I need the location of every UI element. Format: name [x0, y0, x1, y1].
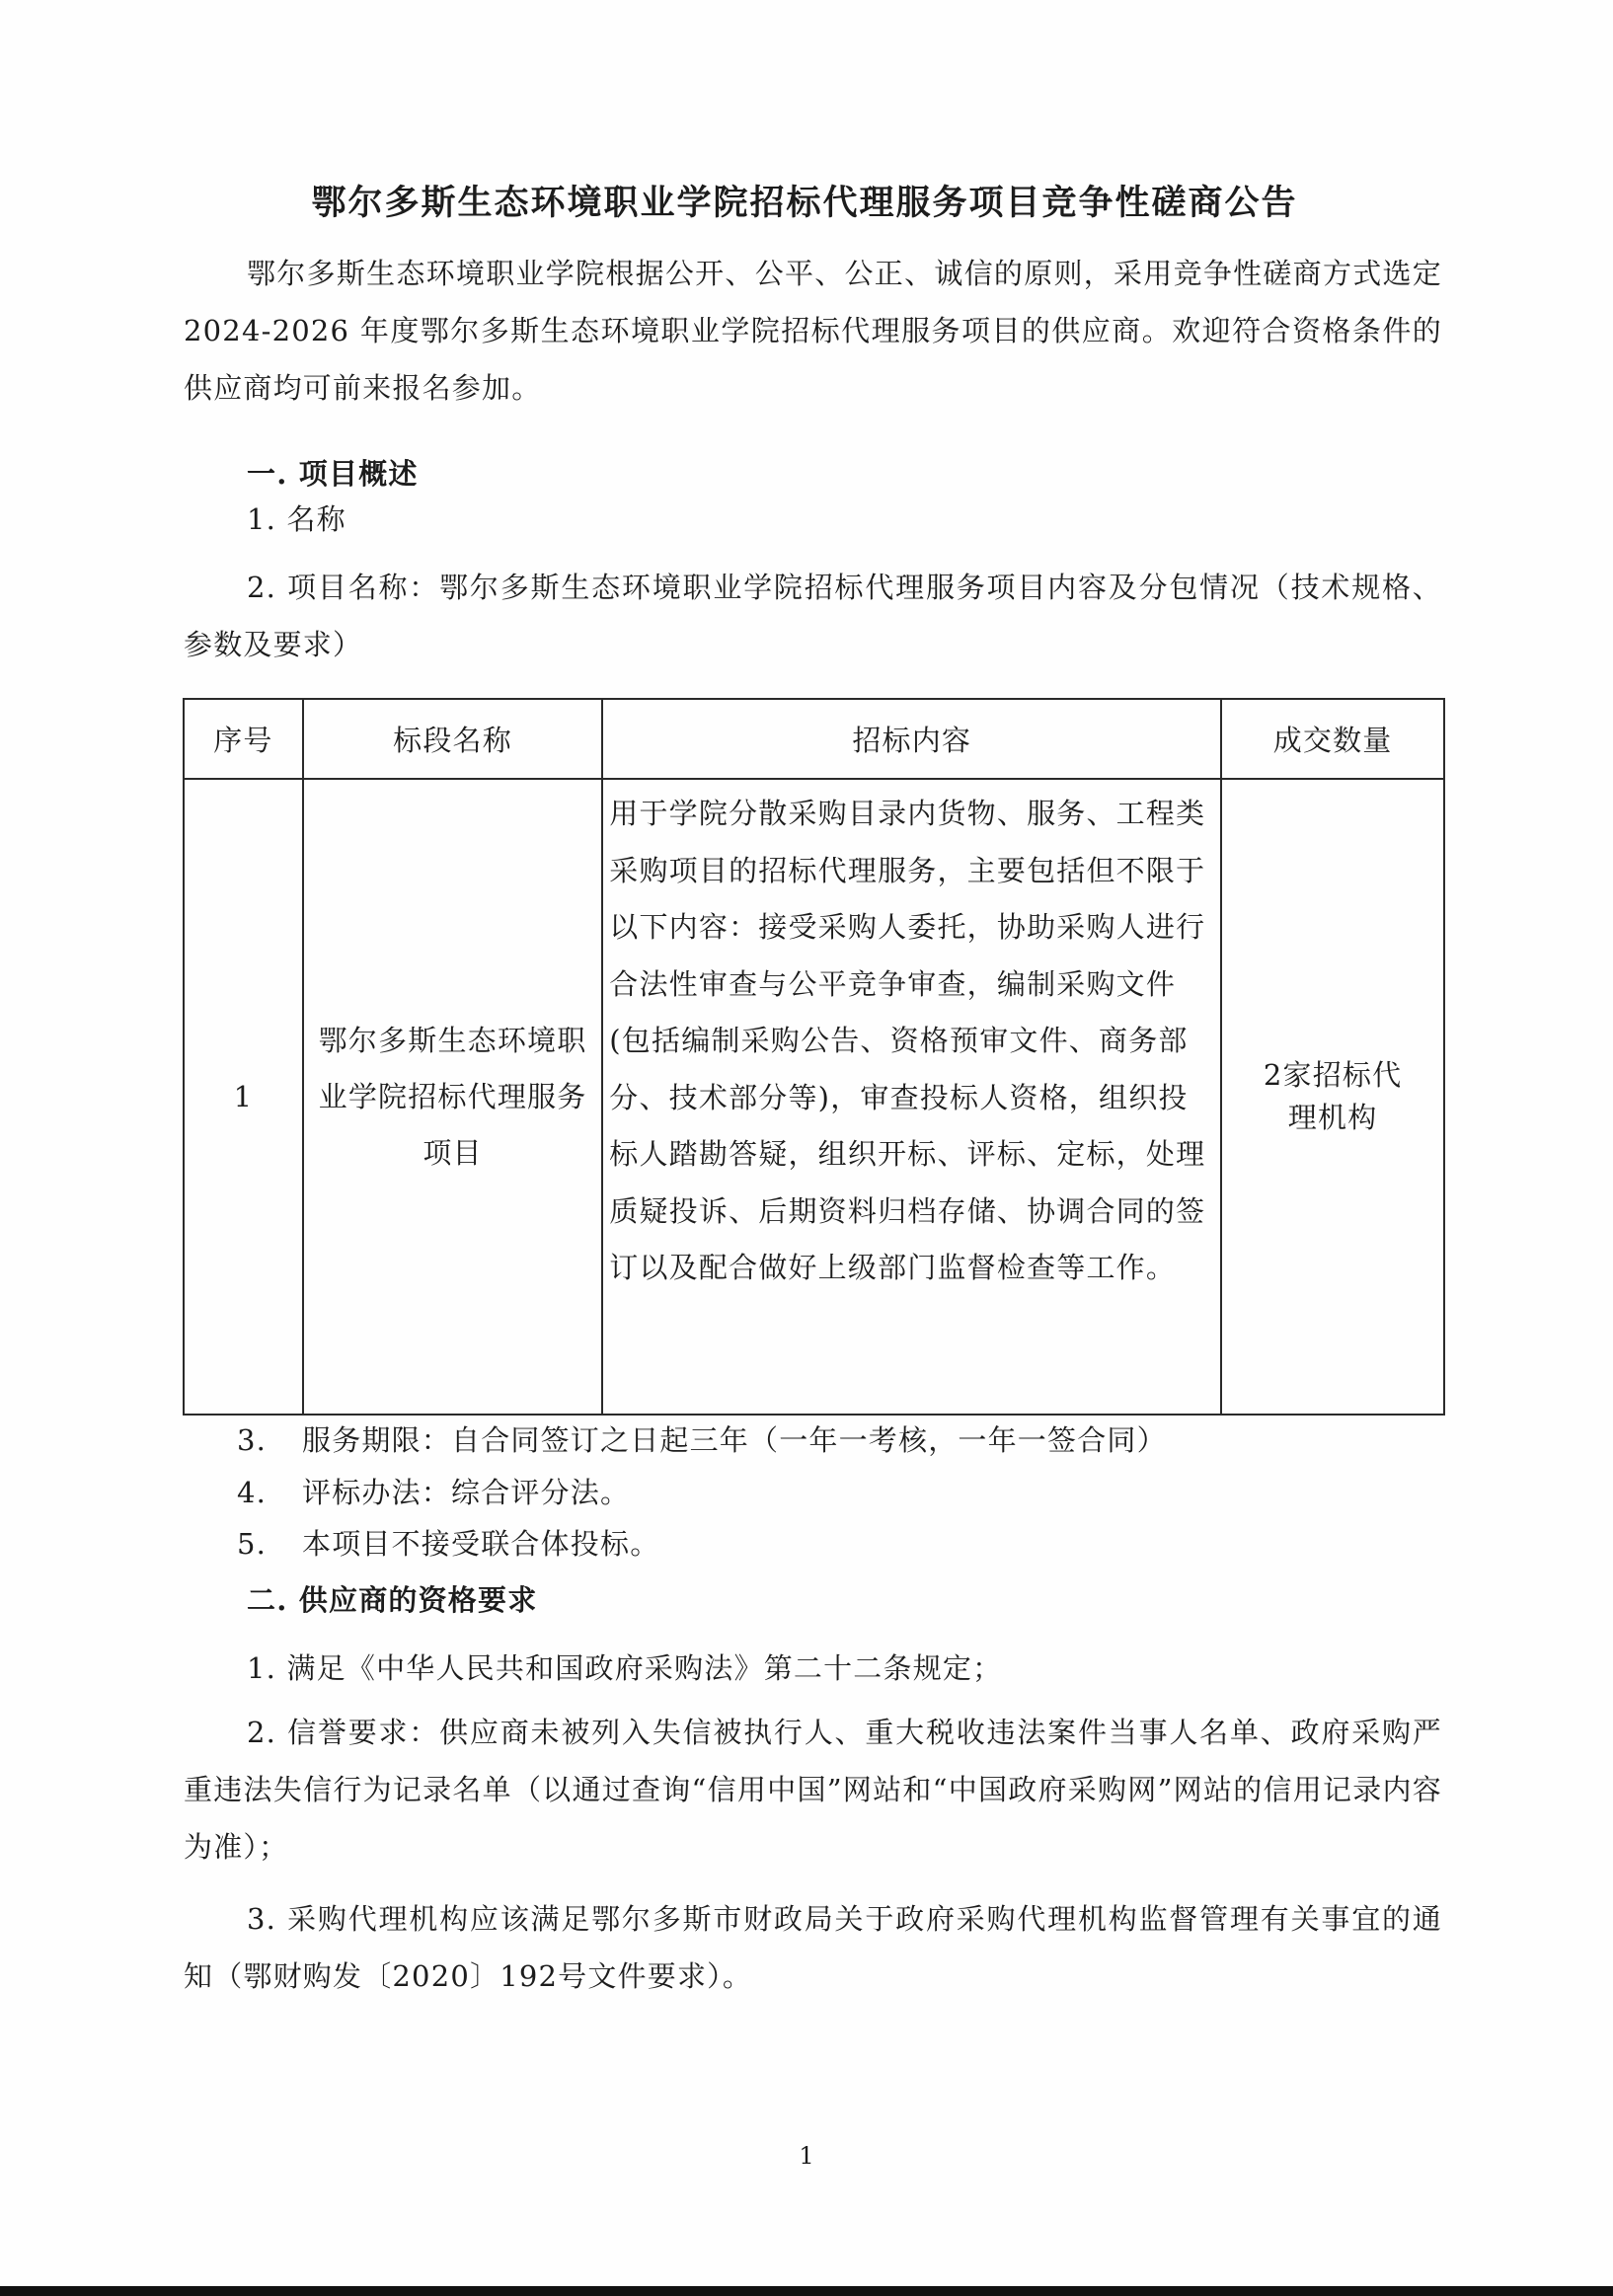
- cell-seq: 1: [184, 779, 303, 1415]
- header-lot-name: 标段名称: [303, 699, 602, 779]
- requirement-1: 1. 满足《中华人民共和国政府采购法》第二十二条规定；: [247, 1651, 1003, 1685]
- scan-edge: [0, 2286, 1613, 2296]
- item-text: 服务期限：自合同签订之日起三年（一年一考核，一年一签合同）: [302, 1423, 1167, 1457]
- item-text: 本项目不接受联合体投标。: [302, 1527, 660, 1561]
- header-content: 招标内容: [602, 699, 1221, 779]
- cell-content: 用于学院分散采购目录内货物、服务、工程类采购项目的招标代理服务，主要包括但不限于以下内容：接受采购人委托，协助采购人进行合法性审查与公平竞争审查，编制采购文件(包括编制采购公告、资格预审文件、商务部分、技术部分等)，审查投标人资格，组织投标人踏勘答疑，组织开标、评标、定标，处理质疑投诉、后期资料归档存储、协调合同的签订以及配合做好上级部门监督检查等工作。: [602, 779, 1221, 1415]
- item-number: 3.: [237, 1423, 268, 1457]
- item-name: 1. 名称: [247, 502, 346, 536]
- page-number: 1: [799, 2142, 814, 2170]
- section-heading-overview: 一. 项目概述: [247, 457, 419, 491]
- cell-quantity: 2家招标代理机构: [1221, 779, 1444, 1415]
- item-no-consortium: [237, 1524, 659, 1564]
- requirement-3: 3. 采购代理机构应该满足鄂尔多斯市财政局关于政府采购代理机构监督管理有关事宜的通知（鄂财购发〔2020〕192号文件要求）。: [184, 1902, 1442, 1993]
- requirement-2: 2. 信誉要求：供应商未被列入失信被执行人、重大税收违法案件当事人名单、政府采购严重违法失信行为记录名单（以通过查询“信用中国”网站和“中国政府采购网”网站的信用记录内容为准）；: [184, 1716, 1442, 1864]
- item-project-name: 2. 项目名称：鄂尔多斯生态环境职业学院招标代理服务项目内容及分包情况（技术规格、参数及要求）: [184, 571, 1442, 661]
- document-title: 鄂尔多斯生态环境职业学院招标代理服务项目竞争性磋商公告: [311, 183, 1298, 223]
- item-number: 4.: [237, 1476, 268, 1509]
- lots-table: [183, 698, 1445, 1416]
- item-service-period: [237, 1420, 1167, 1460]
- item-text: 评标办法：综合评分法。: [302, 1476, 631, 1509]
- cell-lot-name: 鄂尔多斯生态环境职业学院招标代理服务项目: [303, 779, 602, 1415]
- section-heading-qualifications: 二. 供应商的资格要求: [247, 1583, 538, 1617]
- intro-paragraph: 鄂尔多斯生态环境职业学院根据公开、公平、公正、诚信的原则，采用竞争性磋商方式选定 2024-2026 年度鄂尔多斯生态环境职业学院招标代理服务项目的供应商。欢迎符合资格条件的供应商均可前来报名参加。: [184, 257, 1442, 405]
- header-quantity: 成交数量: [1221, 699, 1444, 779]
- table-header-row: [184, 699, 1444, 779]
- header-seq: 序号: [184, 699, 303, 779]
- table-row: [184, 779, 1444, 1415]
- item-number: 5.: [237, 1527, 268, 1561]
- item-evaluation-method: [237, 1473, 630, 1512]
